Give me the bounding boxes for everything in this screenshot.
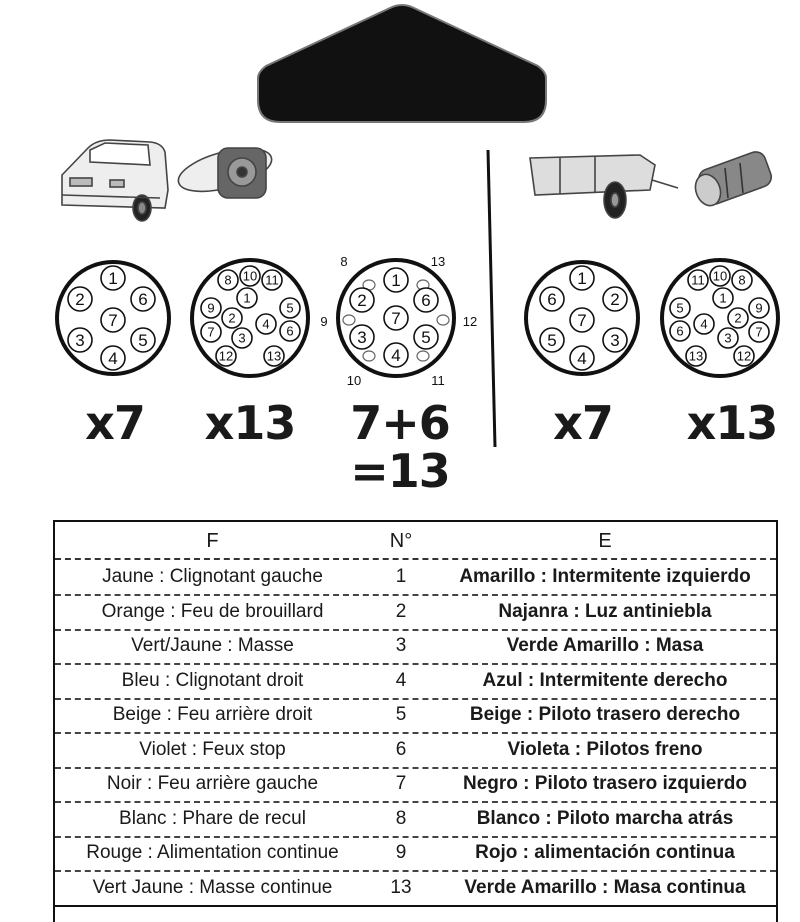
pin-number: 1 [577,269,587,289]
pin-number: 3 [75,331,85,351]
table-row [55,733,776,769]
pin-number: 4 [262,316,270,332]
cell-french: Jaune : Clignotant gauche [102,566,323,587]
pin-number: 5 [286,300,294,316]
cell-number: 13 [390,876,412,898]
empty-pin-hole [417,351,429,361]
table-row [55,595,776,631]
table-row [55,664,776,700]
pin-number: 8 [224,272,232,288]
connector-0 [57,262,169,374]
pin-number: 3 [724,330,732,346]
pin-number: 5 [547,331,557,351]
cell-spanish: Verde Amarillo : Masa continua [464,876,746,898]
connector-2 [320,254,477,388]
car-icon [62,140,168,221]
label-trailer-x13: x13 [686,396,778,450]
cell-french: Orange : Feu de brouillard [101,600,324,622]
empty-pin-hole [363,351,375,361]
table-row [55,871,776,907]
pin-number: 5 [676,300,684,316]
pin-number: 2 [610,290,620,310]
outer-pin-number: 8 [340,254,348,269]
table-row [55,698,776,734]
connector-4 [662,260,778,376]
cell-spanish: Violeta : Pilotos freno [507,738,703,760]
pin-number: 10 [242,268,258,284]
pin-number: 10 [712,268,728,284]
connector-3 [526,262,638,374]
trailer-plug-icon [691,149,774,209]
pin-number: 4 [108,349,118,369]
hang-tab [258,5,546,122]
cell-number: 5 [395,704,407,725]
connectors [57,254,778,388]
cell-number: 1 [395,566,407,587]
pin-number: 7 [577,311,587,331]
pin-number: 2 [75,290,85,310]
pin-number: 8 [738,272,746,288]
table-header [55,524,776,560]
pin-number: 13 [266,348,282,364]
pin-number: 1 [391,271,401,291]
cell-spanish: Verde Amarillo : Masa [506,635,704,656]
table-row [55,629,776,665]
cell-number: 3 [395,635,407,656]
connector-1 [192,260,308,376]
pin-number: 7 [108,311,118,331]
pin-number: 7 [391,309,401,329]
label-car-x13: x13 [204,396,296,450]
pin-number: 11 [691,272,705,288]
outer-pin-number: 12 [462,314,478,329]
pin-number: 5 [138,331,148,351]
cell-spanish: Negro : Piloto trasero izquierdo [463,773,747,794]
cell-number: 4 [395,669,407,691]
pin-number: 4 [577,349,587,369]
pin-number: 7 [755,324,763,340]
cell-number: 7 [395,773,407,794]
label-car-x7: x7 [85,396,145,450]
pin-number: 13 [688,348,704,364]
pin-number: 3 [357,328,367,348]
trailer-icon [530,155,678,218]
cell-number: 8 [395,807,407,829]
pin-number: 6 [676,323,684,339]
cell-french: Vert Jaune : Masse continue [92,876,333,898]
cell-number: 6 [395,738,407,760]
wiring-table [53,520,778,922]
cell-french: Bleu : Clignotant droit [121,669,304,691]
label-equals-13: =13 [350,444,450,498]
cell-french: Noir : Feu arrière gauche [106,773,319,794]
cell-french: Violet : Feux stop [139,738,286,760]
pin-number: 4 [700,316,708,332]
label-trailer-x7: x7 [553,396,613,450]
table-bottom-line [53,905,778,907]
outer-pin-number: 13 [430,254,446,269]
pin-number: 2 [357,291,367,311]
cell-spanish: Rojo : alimentación continua [475,842,735,863]
empty-pin-hole [343,315,355,325]
header-spanish: E [598,529,612,552]
pin-number: 2 [734,310,742,326]
pin-number: 6 [286,323,294,339]
pin-number: 5 [421,328,431,348]
pin-number: 2 [228,310,236,326]
table-row [55,836,776,872]
cell-french: Rouge : Alimentation continue [86,842,339,863]
pin-number: 3 [238,330,246,346]
header-number: N° [389,529,413,552]
pin-number: 9 [207,300,215,316]
pin-number: 3 [610,331,620,351]
table-row [55,560,776,596]
cell-spanish: Beige : Piloto trasero derecho [469,704,741,725]
pin-number: 1 [243,290,251,306]
cell-french: Beige : Feu arrière droit [112,704,313,725]
cell-french: Blanc : Phare de recul [119,807,306,829]
table-row [55,767,776,803]
pin-number: 6 [138,290,148,310]
pin-number: 12 [218,348,234,364]
pin-number: 7 [207,324,215,340]
pin-number: 9 [755,300,763,316]
outer-pin-number: 11 [431,373,445,388]
pin-number: 1 [719,290,727,306]
cell-spanish: Blanco : Piloto marcha atrás [476,807,734,829]
outer-pin-number: 10 [346,373,362,388]
cell-spanish: Azul : Intermitente derecho [482,669,728,691]
cell-number: 9 [395,842,407,863]
divider-line [488,150,495,447]
cell-spanish: Amarillo : Intermitente izquierdo [459,566,751,587]
table-row [55,802,776,838]
pin-number: 6 [547,290,557,310]
pin-number: 4 [391,346,401,366]
cell-french: Vert/Jaune : Masse [131,635,294,656]
pin-number: 12 [736,348,752,364]
car-socket-icon [174,140,276,200]
empty-pin-hole [437,315,449,325]
cell-spanish: Najanra : Luz antiniebla [498,600,712,622]
cell-number: 2 [395,600,407,622]
pin-number: 6 [421,291,431,311]
pin-number: 1 [108,269,118,289]
header-french: F [206,529,219,552]
label-7plus6: 7+6 [350,396,450,450]
pin-number: 11 [265,272,279,288]
outer-pin-number: 9 [320,314,328,329]
